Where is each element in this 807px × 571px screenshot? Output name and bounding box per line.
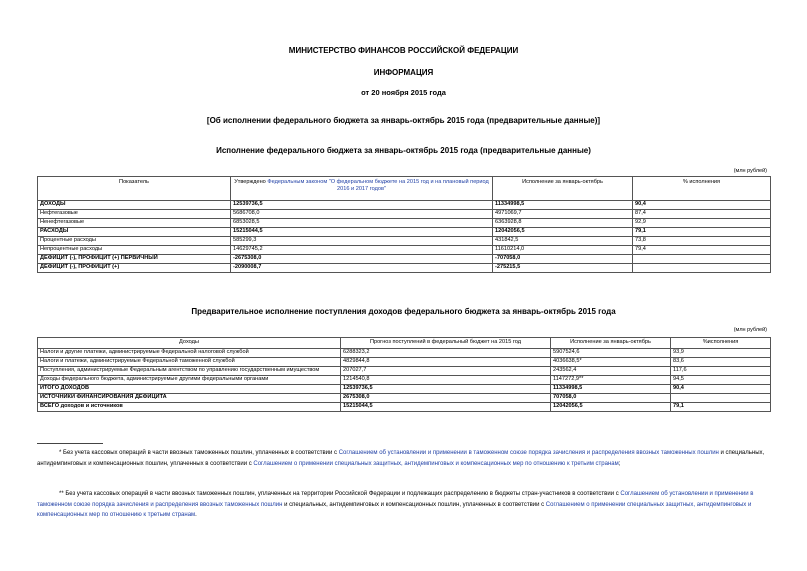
row-percent: 87,4 [633,210,771,219]
table2-unit: (млн рублей) [733,327,767,333]
row-forecast: 12539736,5 [341,385,551,394]
table-row [38,349,771,358]
row-executed: 11334998,5 [551,385,671,394]
row-name: ИСТОЧНИКИ ФИНАНСИРОВАНИЯ ДЕФИЦИТА [38,394,341,403]
row-name: ДЕФИЦИТ (-), ПРОФИЦИТ (+) [38,264,231,273]
row-executed: 11334998,5 [493,201,633,210]
footnote-divider [37,443,103,444]
protective-measures-agreement-link[interactable]: Соглашением о применении специальных защитных, антидемпинговых и компенсационных мер по отношению к третьим странам [253,460,619,467]
row-executed: -707058,0 [493,255,633,264]
footnote-text: и специальных, антидемпинговых и компенсационных пошлин, уплаченных в соответствии с [37,450,765,467]
table-row [38,228,771,237]
table-row [38,246,771,255]
budget-execution-table [37,176,771,273]
row-executed: 4971069,7 [493,210,633,219]
row-name: Нефтегазовые [38,210,231,219]
row-approved: 5686708,0 [231,210,493,219]
table-row [38,394,771,403]
footnote-text: ; [618,460,621,467]
row-percent: 90,4 [671,385,771,394]
table-row [38,403,771,412]
row-approved: 14629745,2 [231,246,493,255]
row-percent: 93,9 [671,349,771,358]
row-percent: 79,4 [633,246,771,255]
row-forecast: 15215044,5 [341,403,551,412]
revenue-table [37,337,771,412]
row-name: Непроцентные расходы [38,246,231,255]
row-name: ИТОГО ДОХОДОВ [38,385,341,394]
protective-measures-agreement-link[interactable]: Соглашением о применении специальных защитных, антидемпинговых и компенсационных мер по отношению к третьим странам [37,501,752,518]
row-name: Поступления, администрируемые Федеральным агентством по управлению государственным имуществом [38,367,341,376]
row-percent [633,255,771,264]
table1-title: Исполнение федерального бюджета за январь-октябрь 2015 года (предварительные данные) [216,146,591,155]
row-name: Налоги и другие платежи, администрируемые Федеральной налоговой службой [38,349,341,358]
federal-law-link[interactable]: Федеральным законом "О федеральном бюджете на 2015 год и на плановый период 2016 и 2017 годов" [267,179,489,192]
table2-title: Предварительное исполнение поступления доходов федерального бюджета за январь-октябрь 2015 года [191,307,616,316]
row-approved: 12539736,5 [231,201,493,210]
row-percent: 90,4 [633,201,771,210]
row-forecast: 1214540,8 [341,376,551,385]
col-header-indicator: Показатель [38,177,231,201]
row-percent: 83,6 [671,358,771,367]
col-header-approved [231,177,493,201]
footnote-text: * Без учета кассовых операций в части ввозных таможенных пошлин, уплаченных в соответствии с [59,450,339,456]
col-header-forecast: Прогноз поступлений в федеральный бюджет на 2015 год [341,338,551,349]
col-header-executed: Исполнение за январь-октябрь [493,177,633,201]
row-name: ДЕФИЦИТ (-), ПРОФИЦИТ (+) ПЕРВИЧНЫЙ [38,255,231,264]
row-executed: 6363928,8 [493,219,633,228]
table-row [38,376,771,385]
row-name: Процентные расходы [38,237,231,246]
row-forecast: 4829844,8 [341,358,551,367]
row-percent [671,394,771,403]
row-percent: 117,6 [671,367,771,376]
row-executed: -275215,5 [493,264,633,273]
table-row [38,358,771,367]
row-approved: 6853028,5 [231,219,493,228]
footnote-text: . [195,512,197,518]
row-percent: 94,5 [671,376,771,385]
info-heading: ИНФОРМАЦИЯ [373,68,434,77]
footnote-text: и специальных, антидемпинговых и компенсационных пошлин, уплаченных в соответствии с [282,501,546,508]
row-executed: 5907524,6 [551,349,671,358]
row-percent: 73,8 [633,237,771,246]
approved-prefix: Утверждено [234,179,268,185]
footnote-text: ** Без учета кассовых операций в части ввозных таможенных пошлин, уплаченных на территории Российской Федерации и подлежащих распределению в бюджеты стран-участников в соответствии с [59,491,621,497]
col-header-revenue: Доходы [38,338,341,349]
row-percent: 79,1 [633,228,771,237]
footnote-1 [37,448,770,469]
table-row [38,237,771,246]
date-heading: от 20 ноября 2015 года [361,88,446,97]
table-row [38,255,771,264]
row-name: Ненефтегазовые [38,219,231,228]
row-executed: 12042056,5 [493,228,633,237]
row-executed: 1147272,9** [551,376,671,385]
row-percent: 92,9 [633,219,771,228]
row-percent: 79,1 [671,403,771,412]
row-executed: 707058,0 [551,394,671,403]
row-approved: -2090008,7 [231,264,493,273]
row-name: Налоги и платежи, администрируемые Федеральной таможенной службой [38,358,341,367]
row-approved: 585299,3 [231,237,493,246]
row-executed: 243562,4 [551,367,671,376]
row-forecast: 2675308,0 [341,394,551,403]
table-row [38,201,771,210]
row-executed: 431842,5 [493,237,633,246]
row-name: ДОХОДЫ [38,201,231,210]
table-header-row [38,338,771,349]
footnote-2 [37,489,770,521]
col-header-percent: % исполнения [633,177,771,201]
ministry-heading: МИНИСТЕРСТВО ФИНАНСОВ РОССИЙСКОЙ ФЕДЕРАЦИИ [288,46,519,55]
row-name: РАСХОДЫ [38,228,231,237]
table-row [38,210,771,219]
table-row [38,385,771,394]
row-approved: 15215044,5 [231,228,493,237]
row-name: Доходы федерального бюджета, администрируемые другими федеральными органами [38,376,341,385]
row-executed: 4036638,5* [551,358,671,367]
row-forecast: 6288323,2 [341,349,551,358]
table-row [38,219,771,228]
table-row [38,264,771,273]
subject-heading: [Об исполнении федерального бюджета за январь-октябрь 2015 года (предварительные данные)] [206,116,601,125]
col-header-percent: %исполнения [671,338,771,349]
table-row [38,367,771,376]
table-header-row [38,177,771,201]
row-forecast: 207027,7 [341,367,551,376]
customs-duties-agreement-link[interactable]: Соглашением об установлении и применении в таможенном союзе порядка зачисления и распределения ввозных таможенных пошлин [37,491,754,508]
row-executed: 11610214,0 [493,246,633,255]
row-name: ВСЕГО доходов и источников [38,403,341,412]
customs-duties-agreement-link[interactable]: Соглашением об установлении и применении в таможенном союзе порядка зачисления и распределения ввозных таможенных пошлин [338,450,719,456]
row-percent [633,264,771,273]
row-executed: 12042056,5 [551,403,671,412]
col-header-executed: Исполнение за январь-октябрь [551,338,671,349]
table1-unit: (млн рублей) [733,168,767,174]
row-approved: -2675308,0 [231,255,493,264]
